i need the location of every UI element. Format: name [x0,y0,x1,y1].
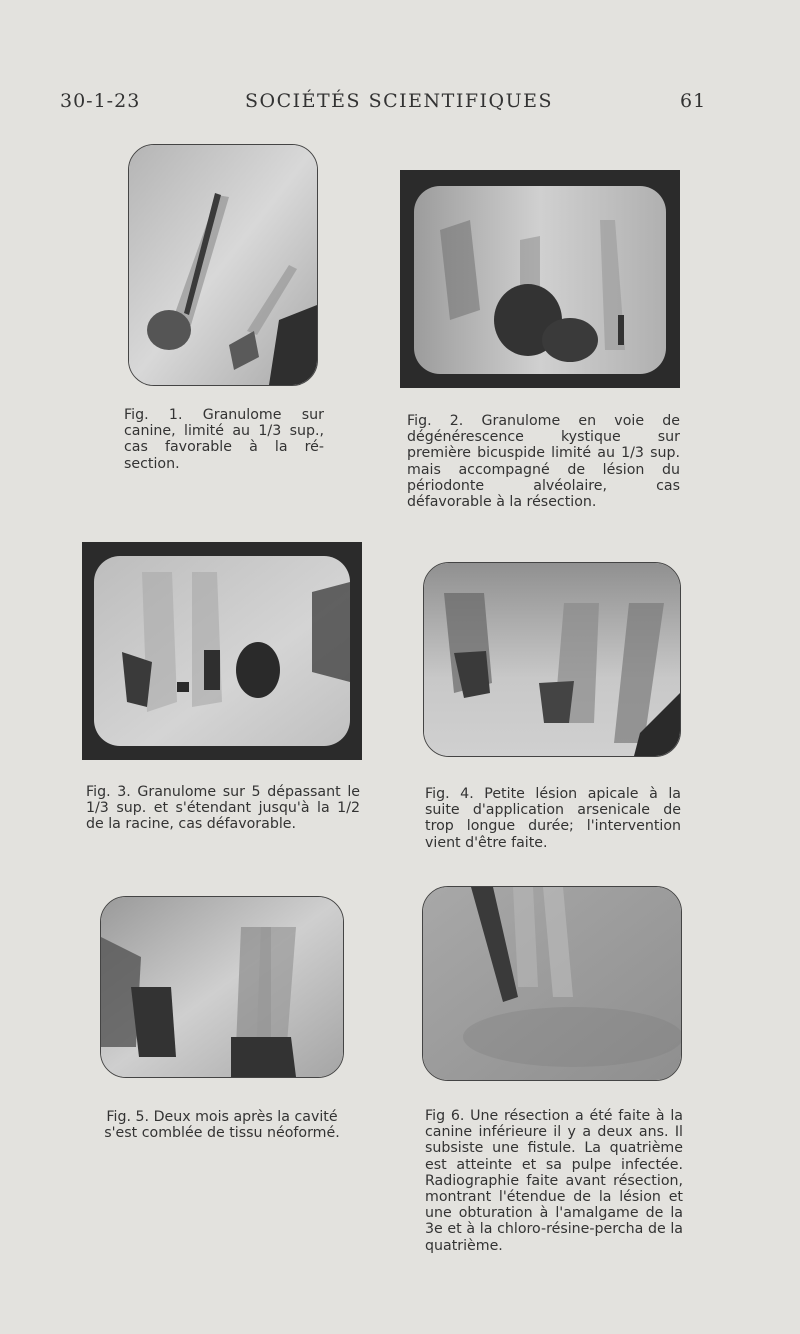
figure-1-radiograph [128,144,318,386]
figure-5-caption: Fig. 5. Deux mois après la cavité s'est comblée de tissu néoformé. [104,1109,340,1142]
figure-6-caption: Fig 6. Une résection a été faite à la canine inférieure il y a deux ans. Il subsiste une fistule. La quatrième est atteinte et sa pulpe infectée. Radiographie faite avant résection, montrant l'étendue de la lésion et une obturation à l'amalgame de la 3e et à la chloro-résine-percha de la quatrième. [425,1108,683,1254]
figure-4-radiograph [423,562,681,757]
figure-6-radiograph [422,886,682,1081]
figure-3-radiograph [82,542,362,760]
page-header [0,90,800,120]
page-number: 61 [680,90,707,112]
figure-2-caption: Fig. 2. Granulome en voie de dégénérescence kystique sur première bicuspide limité au 1/3 sup. mais accompagné de lésion du périodonte alvéolaire, cas défavorable à la résection. [407,413,680,511]
figure-4-caption: Fig. 4. Petite lésion apicale à la suite d'application arsenicale de trop longue durée; l'intervention vient d'être faite. [425,786,681,851]
header-date: 30-1-23 [60,90,141,112]
figure-5-radiograph [100,896,344,1078]
figure-2-radiograph [400,170,680,388]
figure-1-caption: Fig. 1. Granulome sur canine, limité au 1/3 sup., cas favorable à la ré-section. [124,407,324,472]
header-title: SOCIÉTÉS SCIENTIFIQUES [245,90,553,112]
figure-3-caption: Fig. 3. Granulome sur 5 dépassant le 1/3 sup. et s'étendant jusqu'à la 1/2 de la racine, cas défavorable. [86,784,360,833]
